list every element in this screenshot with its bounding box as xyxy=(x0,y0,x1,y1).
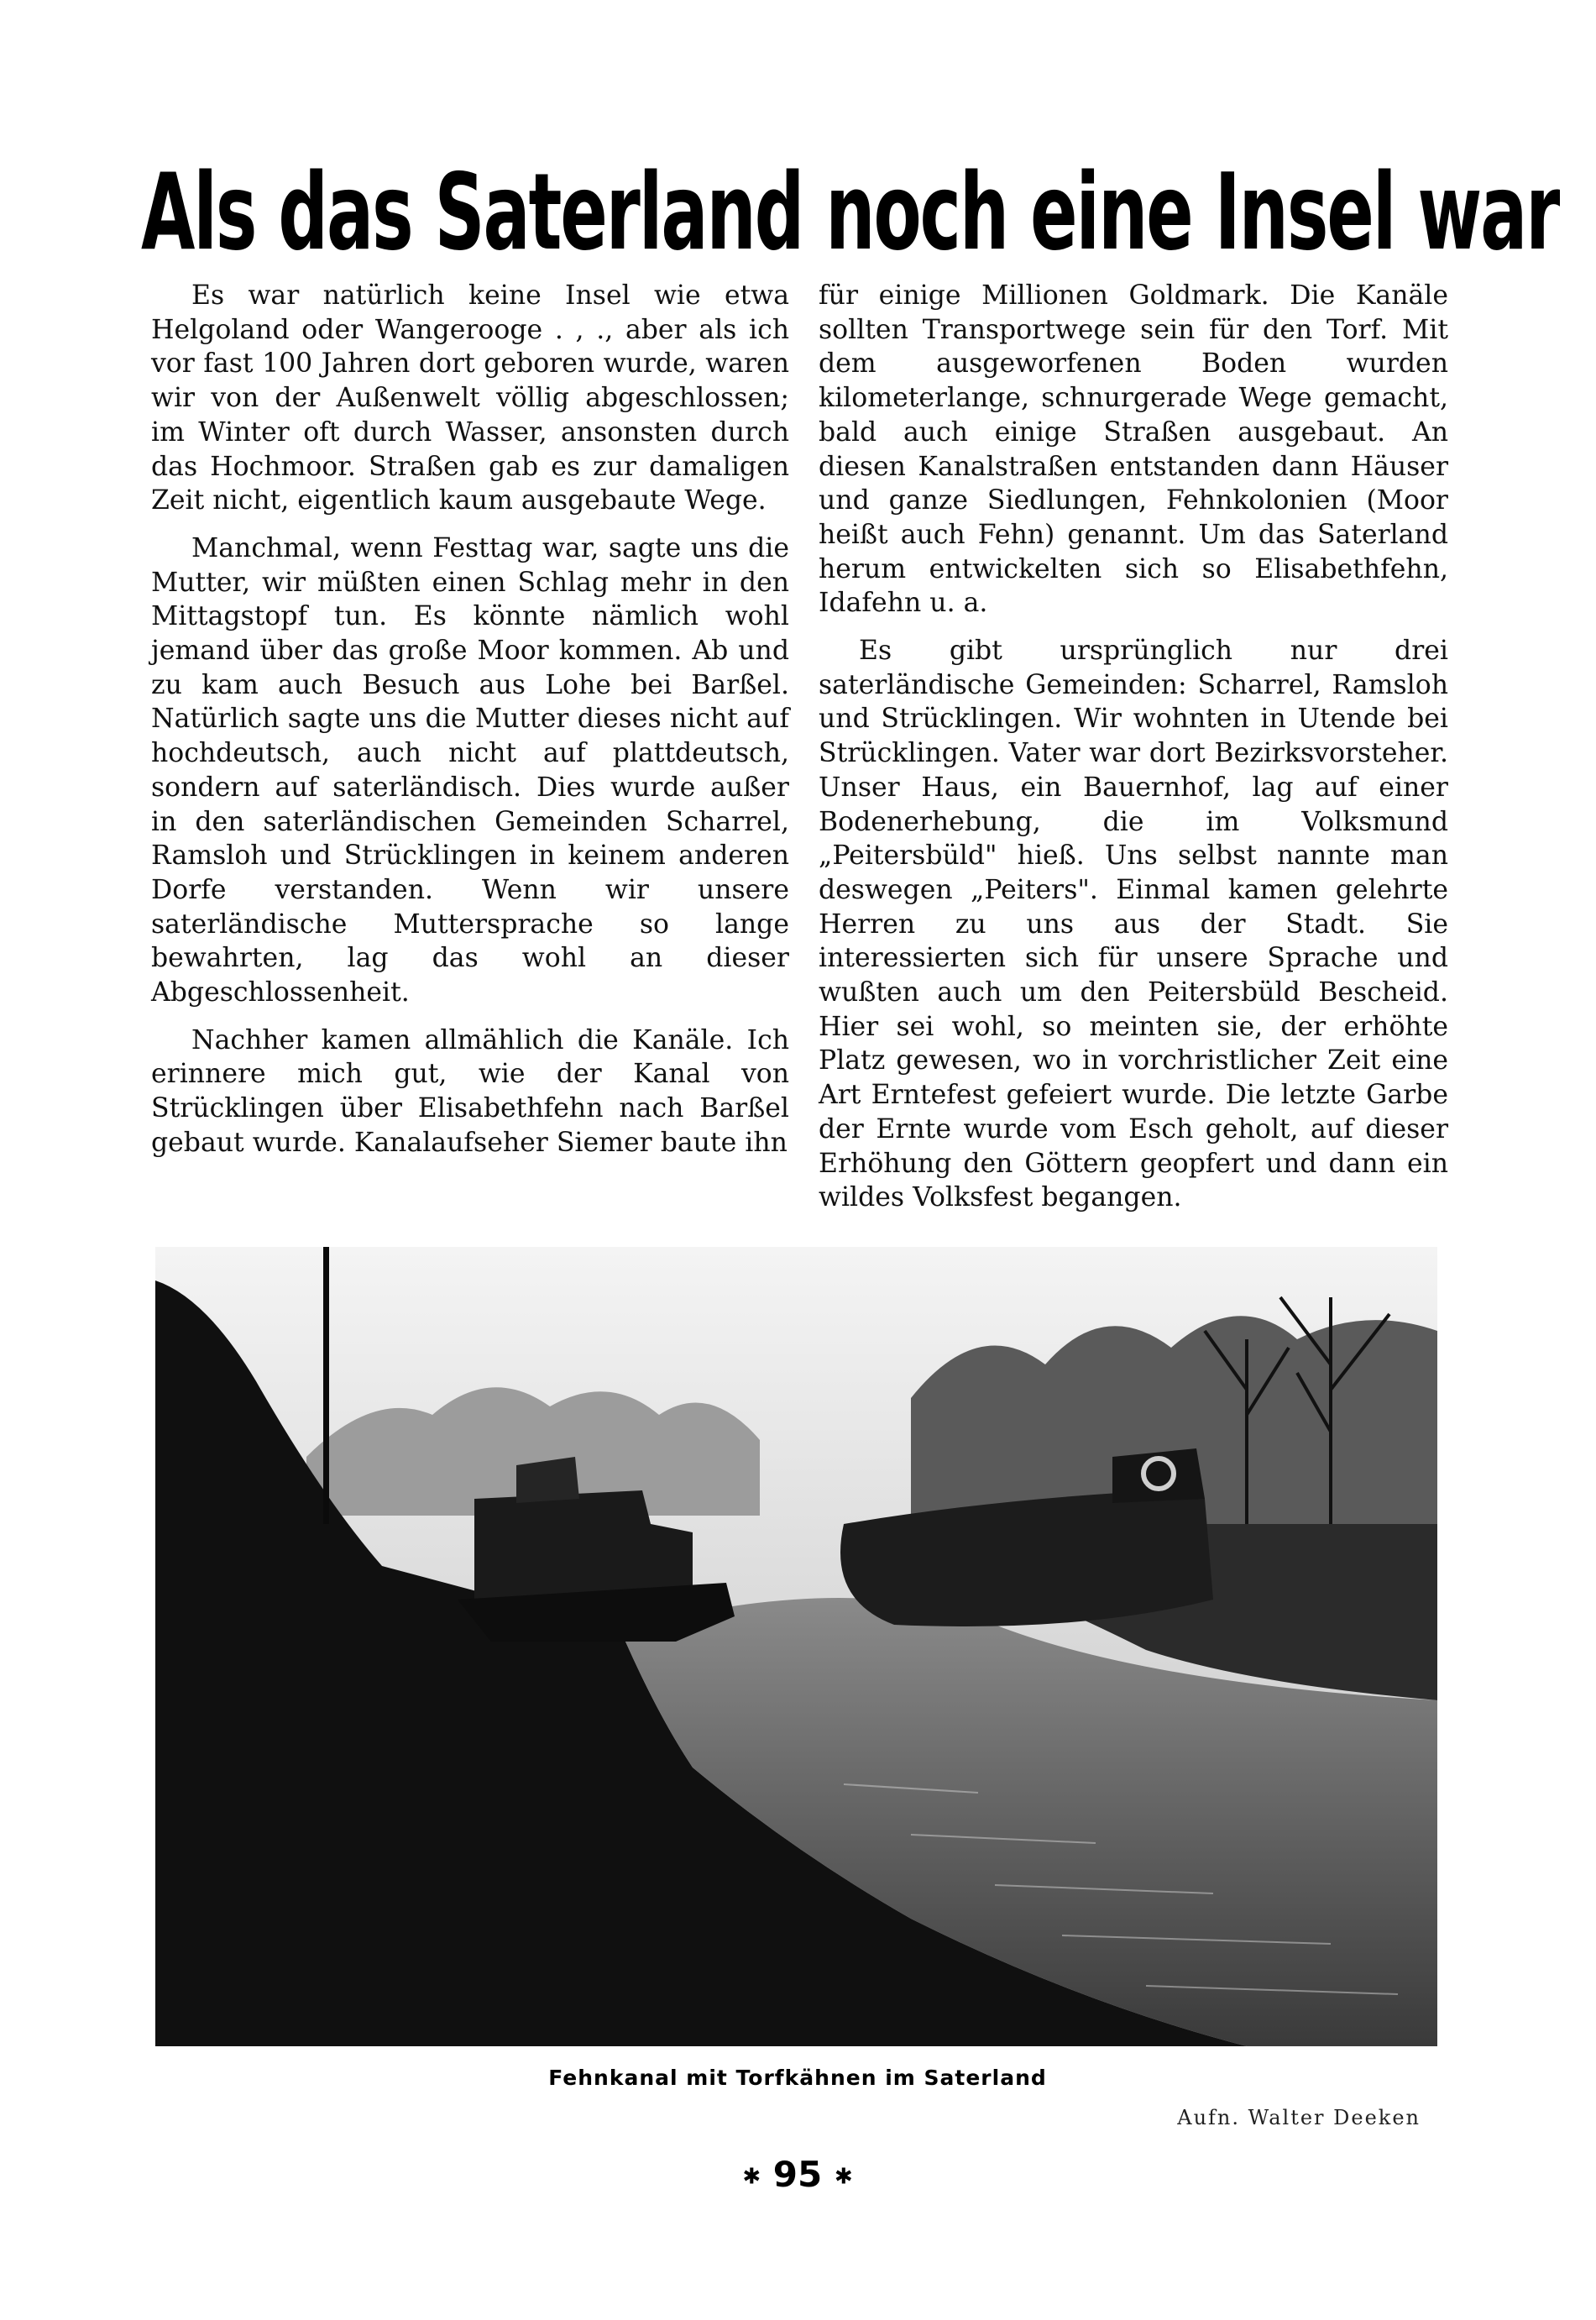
left-text-column xyxy=(151,279,789,1174)
photo-credit: Aufn. Walter Deeken xyxy=(1177,2106,1421,2129)
page-number: 95 xyxy=(772,2154,823,2195)
canal-photograph xyxy=(155,1247,1437,2046)
paragraph: für einige Millionen Goldmark. Die Kanäle sollten Transportwege sein für den Torf. Mit dem ausgeworfenen Boden wurden kilometerlange, schnurgerade Wege gemacht, bald auch einige Straßen ausgebaut. An diesen Kanalstraßen entstanden dann Häuser und ganze Siedlungen, Fehnkolonien (Moor heißt auch Fehn) genannt. Um das Saterland herum entwickelten sich so Elisabethfehn, Idafehn u. a. xyxy=(819,280,1448,619)
paragraph: Nachher kamen allmählich die Kanäle. Ich erinnere mich gut, wie der Kanal von Strücklingen über Elisabethfehn nach Barßel gebaut wurde. Kanalaufseher Siemer baute ihn xyxy=(151,1024,789,1158)
star-ornament-icon: ✱ xyxy=(834,2164,853,2190)
paragraph: Manchmal, wenn Festtag war, sagte uns die Mutter, wir müßten einen Schlag mehr in den Mittagstopf tun. Es könnte nämlich wohl jemand über das große Moor kommen. Ab und zu kam auch Besuch aus Lohe bei Barßel. Natürlich sagte uns die Mutter dieses nicht auf hochdeutsch, auch nicht auf plattdeutsch, sondern auf saterländisch. Dies wurde außer in den saterländischen Gemeinden Scharrel, Ramsloh und Strücklingen in keinem anderen Dorfe verstanden. Wenn wir unsere saterländische Muttersprache so lange bewahrten, lag das wohl an dieser Abgeschlossenheit. xyxy=(151,532,789,1008)
photo-caption: Fehnkanal mit Torfkähnen im Saterland xyxy=(548,2066,1047,2090)
article-title: Als das Saterland noch eine Insel war xyxy=(141,150,1559,274)
canal-photo-illustration xyxy=(155,1247,1437,2046)
paragraph: Es gibt ursprünglich nur drei saterländische Gemeinden: Scharrel, Ramsloh und Strücklingen. Wir wohnten in Utende bei Strücklingen. Vater war dort Bezirksvorsteher. Unser Haus, ein Bauernhof, lag auf einer Bodenerhebung, die im Volksmund „Peitersbüld" hieß. Uns selbst nannte man deswegen „Peiters". Einmal kamen gelehrte Herren zu uns aus der Stadt. Sie interessierten sich für unsere Sprache und wußten auch um den Peitersbüld Bescheid. Hier sei wohl, so meinten sie, der erhöhte Platz gewesen, wo in vorchristlicher Zeit eine Art Erntefest gefeiert wurde. Die letzte Garbe der Ernte wurde vom Esch geholt, auf dieser Erhöhung den Göttern geopfert und dann ein wildes Volksfest begangen. xyxy=(819,636,1448,1213)
page-number-footer xyxy=(714,2154,882,2195)
paragraph: Es war natürlich keine Insel wie etwa Helgoland oder Wangerooge . , ., aber als ich vor fast 100 Jahren dort geboren wurde, waren wir von der Außenwelt völlig abgeschlossen; im Winter oft durch Wasser, ansonsten durch das Hochmoor. Straßen gab es zur damaligen Zeit nicht, eigentlich kaum ausgebaute Wege. xyxy=(151,280,789,516)
right-text-column xyxy=(819,279,1448,1228)
star-ornament-icon: ✱ xyxy=(742,2164,761,2190)
